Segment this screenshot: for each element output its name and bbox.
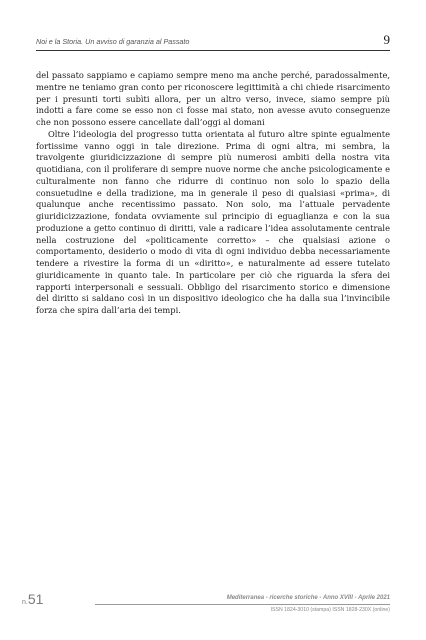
footer-rule — [95, 604, 390, 605]
body-text — [36, 70, 390, 317]
header-rule — [36, 50, 390, 51]
running-title: Noi e la Storia. Un avviso di garanzia al Passato — [36, 37, 190, 46]
issue-number-value: 51 — [27, 591, 44, 607]
paragraph-1: del passato sappiamo e capiamo sempre meno ma anche perché, paradossalmente, mentre ne teniamo gran conto per riconoscere legittimità a chi chiede risarcimento per i presunti torti subìti allora, per un altro verso, invece, siamo sempre più indotti a fare come se esso non ci fosse mai stato, non avesse avuto conseguenze che non possono essere cancellate dall’oggi al domani — [36, 70, 390, 127]
paragraph-2: Oltre l’ideologia del progresso tutta orientata al futuro altre spinte egualmente fortissime vanno oggi in tale direzione. Prima di ogni altra, mi sembra, la travolgente giuridicizzazione di sempre più numerosi ambiti della nostra vita quotidiana, con il proliferare di sempre nuove norme che anche psicologicamente e culturalmente non fanno che ridurre di continuo non solo lo spazio della consuetudine e della tradizione, ma in generale il peso di qualsiasi «prima», di qualunque anche recentissimo passato. Non solo, ma l’attuale pervadente giuridicizzazione, fondata ovviamente sul principio di eguaglianza e con la sua produzione a getto continuo di diritti, vale a radicare l’idea assolutamente centrale nella costruzione del «politicamente corretto» – che qualsiasi azione o comportamento, desiderio o modo di vita di ogni individuo debba necessariamente tendere a rivestire la forma di un «diritto», e naturalmente ad essere tutelato giuridicamente in quanto tale. In particolare per ciò che riguarda la sfera dei rapporti interpersonali e sessuali. Obbligo del risarcimento storico e dimensione del diritto si saldano così in un dispositivo ideologico che ha dalla sua l’invincibile forza che spira dall’aria dei tempi. — [36, 128, 390, 315]
issn-line: ISSN 1824-3010 (stampa) ISSN 1828-230X (online) — [270, 607, 390, 613]
issue-prefix: n. — [22, 599, 28, 606]
issue-number — [22, 591, 43, 609]
page-number: 9 — [383, 32, 390, 47]
journal-line: Mediterranea - ricerche storiche - Anno XVIII - Aprile 2021 — [226, 595, 390, 601]
running-header — [36, 32, 390, 50]
